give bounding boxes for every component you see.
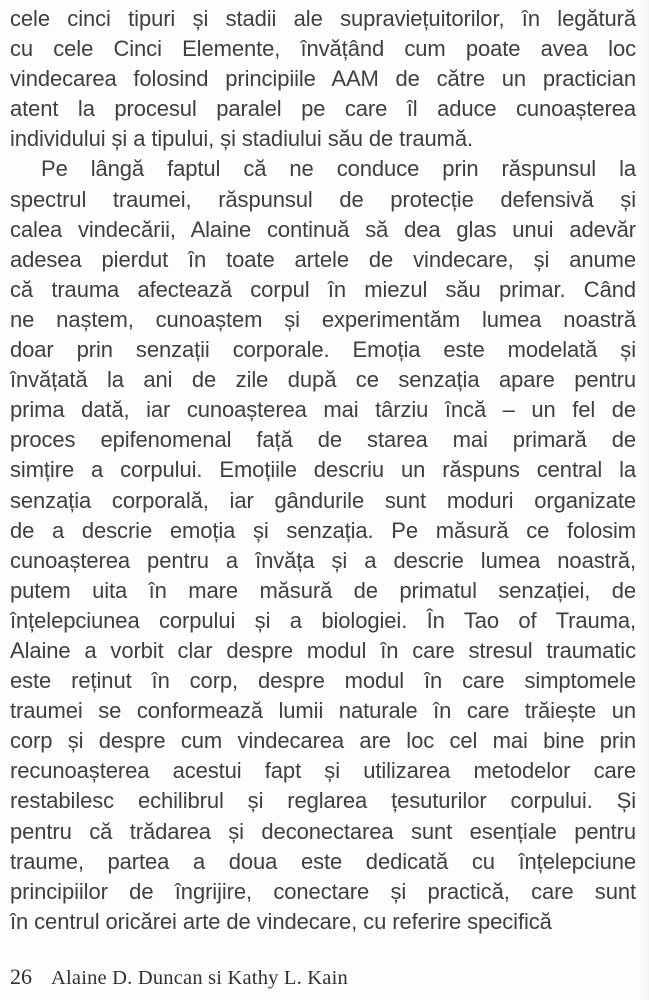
text-line: spectrul traumei, răspunsul de protecție defensivă și	[10, 186, 636, 212]
text-line: corp și despre cum vindecarea are loc cel mai bine prin	[10, 728, 636, 754]
text-line: cu cele Cinci Elemente, învățând cum poate avea loc	[10, 36, 636, 62]
text-line: calea vindecării, Alaine continuă să dea glas unui adevăr	[10, 216, 636, 242]
text-line: în centrul oricărei arte de vindecare, cu referire specifică	[10, 908, 552, 934]
text-line: traume, partea a doua este dedicată cu înțelepciune	[10, 848, 636, 874]
text-line: cunoașterea pentru a învăța și a descrie lumea noastră,	[10, 547, 636, 573]
text-line: învățată la ani de zile după ce senzația apare pentru	[10, 367, 636, 393]
text-line: restabilesc echilibrul și reglarea țesuturilor corpului. Și	[10, 788, 636, 814]
text-line: traumei se conformează lumii naturale în care trăiește un	[10, 698, 636, 724]
text-line: senzația corporală, iar gândurile sunt moduri organizate	[10, 487, 636, 513]
text-line: proces epifenomenal față de starea mai primară de	[10, 427, 636, 453]
running-header-authors: Alaine D. Duncan si Kathy L. Kain	[51, 967, 348, 989]
text-line: doar prin senzații corporale. Emoția este modelată și	[10, 337, 636, 363]
text-line: ne naștem, cunoaștem și experimentăm lumea noastră	[10, 306, 636, 332]
text-line: este reținut în corp, despre modul în care simptomele	[10, 668, 636, 694]
text-line: individului și a tipului, și stadiului său de traumă.	[10, 126, 474, 152]
text-line: putem uita în mare măsură de primatul senzației, de	[10, 577, 636, 603]
text-line: pentru că trădarea și deconectarea sunt esențiale pentru	[10, 818, 636, 844]
text-line: adesea pierdut în toate artele de vindecare, și anume	[10, 246, 636, 272]
text-line: recunoașterea acestui fapt și utilizarea metodelor care	[10, 758, 636, 784]
text-line: simțire a corpului. Emoțiile descriu un răspuns central la	[10, 457, 636, 483]
page-footer	[10, 964, 636, 990]
page-edge-shadow	[639, 0, 649, 1000]
body-text	[10, 4, 636, 937]
text-line: Alaine a vorbit clar despre modul în care stresul traumatic	[10, 637, 636, 663]
text-line: vindecarea folosind principiile AAM de către un practician	[10, 66, 636, 92]
page-number: 26	[10, 964, 32, 989]
text-line: înțelepciunea corpului și a biologiei. În Tao of Trauma,	[10, 607, 636, 633]
text-line: prima dată, iar cunoașterea mai târziu încă – un fel de	[10, 397, 636, 423]
text-line: de a descrie emoția și senzația. Pe măsură ce folosim	[10, 517, 636, 543]
text-line: Pe lângă faptul că ne conduce prin răspunsul la	[41, 156, 636, 182]
text-line: principiilor de îngrijire, conectare și practică, care sunt	[10, 878, 636, 904]
text-line: atent la procesul paralel pe care îl aduce cunoașterea	[10, 96, 636, 122]
paragraph	[10, 154, 636, 936]
text-line: că trauma afectează corpul în miezul său primar. Când	[10, 276, 636, 302]
text-line: cele cinci tipuri și stadii ale supraviețuitorilor, în legătură	[10, 6, 636, 31]
paragraph	[10, 4, 636, 154]
